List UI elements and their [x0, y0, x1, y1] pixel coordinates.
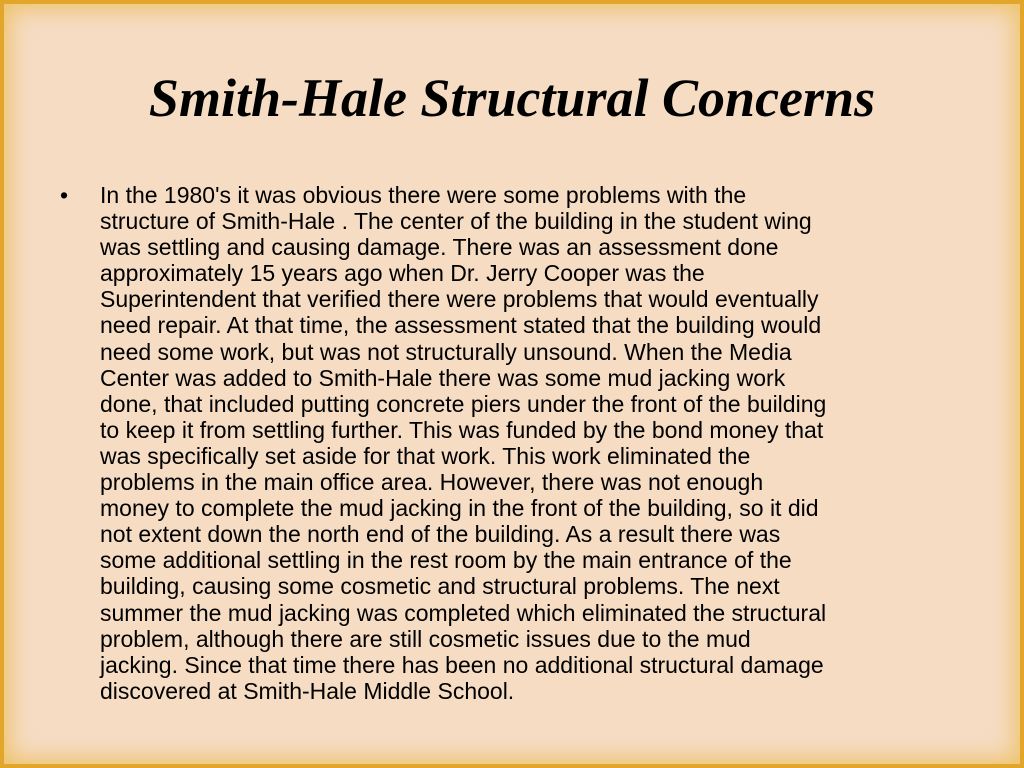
bullet-paragraph: In the 1980's it was obvious there were some problems with the structure of Smith-Hale . The center of the building in the student wing was settling and causing damage. There was an assessment done approximately 15 years ago when Dr. Jerry Cooper was the Superintendent that verified there were problems that would eventually need repair. At that time, the assessment stated that the building would need some work, but was not structurally unsound. When the Media Center was added to Smith-Hale there was some mud jacking work done, that included putting concrete piers under the front of the building to keep it from settling further. This was funded by the bond money that was specifically set aside for that work. This work eliminated the problems in the main office area. However, there was not enough money to complete the mud jacking in the front of the building, so it did not extent down the north end of the building. As a result there was some additional settling in the rest room by the main entrance of the building, causing some cosmetic and structural problems. The next summer the mud jacking was completed which eliminated the structural problem, although there are still cosmetic issues due to the mud jacking. Since that time there has been no additional structural damage discovered at Smith-Hale Middle School.	[100, 182, 827, 704]
slide-title: Smith-Hale Structural Concerns	[148, 68, 876, 128]
bullet-list	[60, 182, 970, 704]
bullet-marker: •	[60, 182, 69, 208]
